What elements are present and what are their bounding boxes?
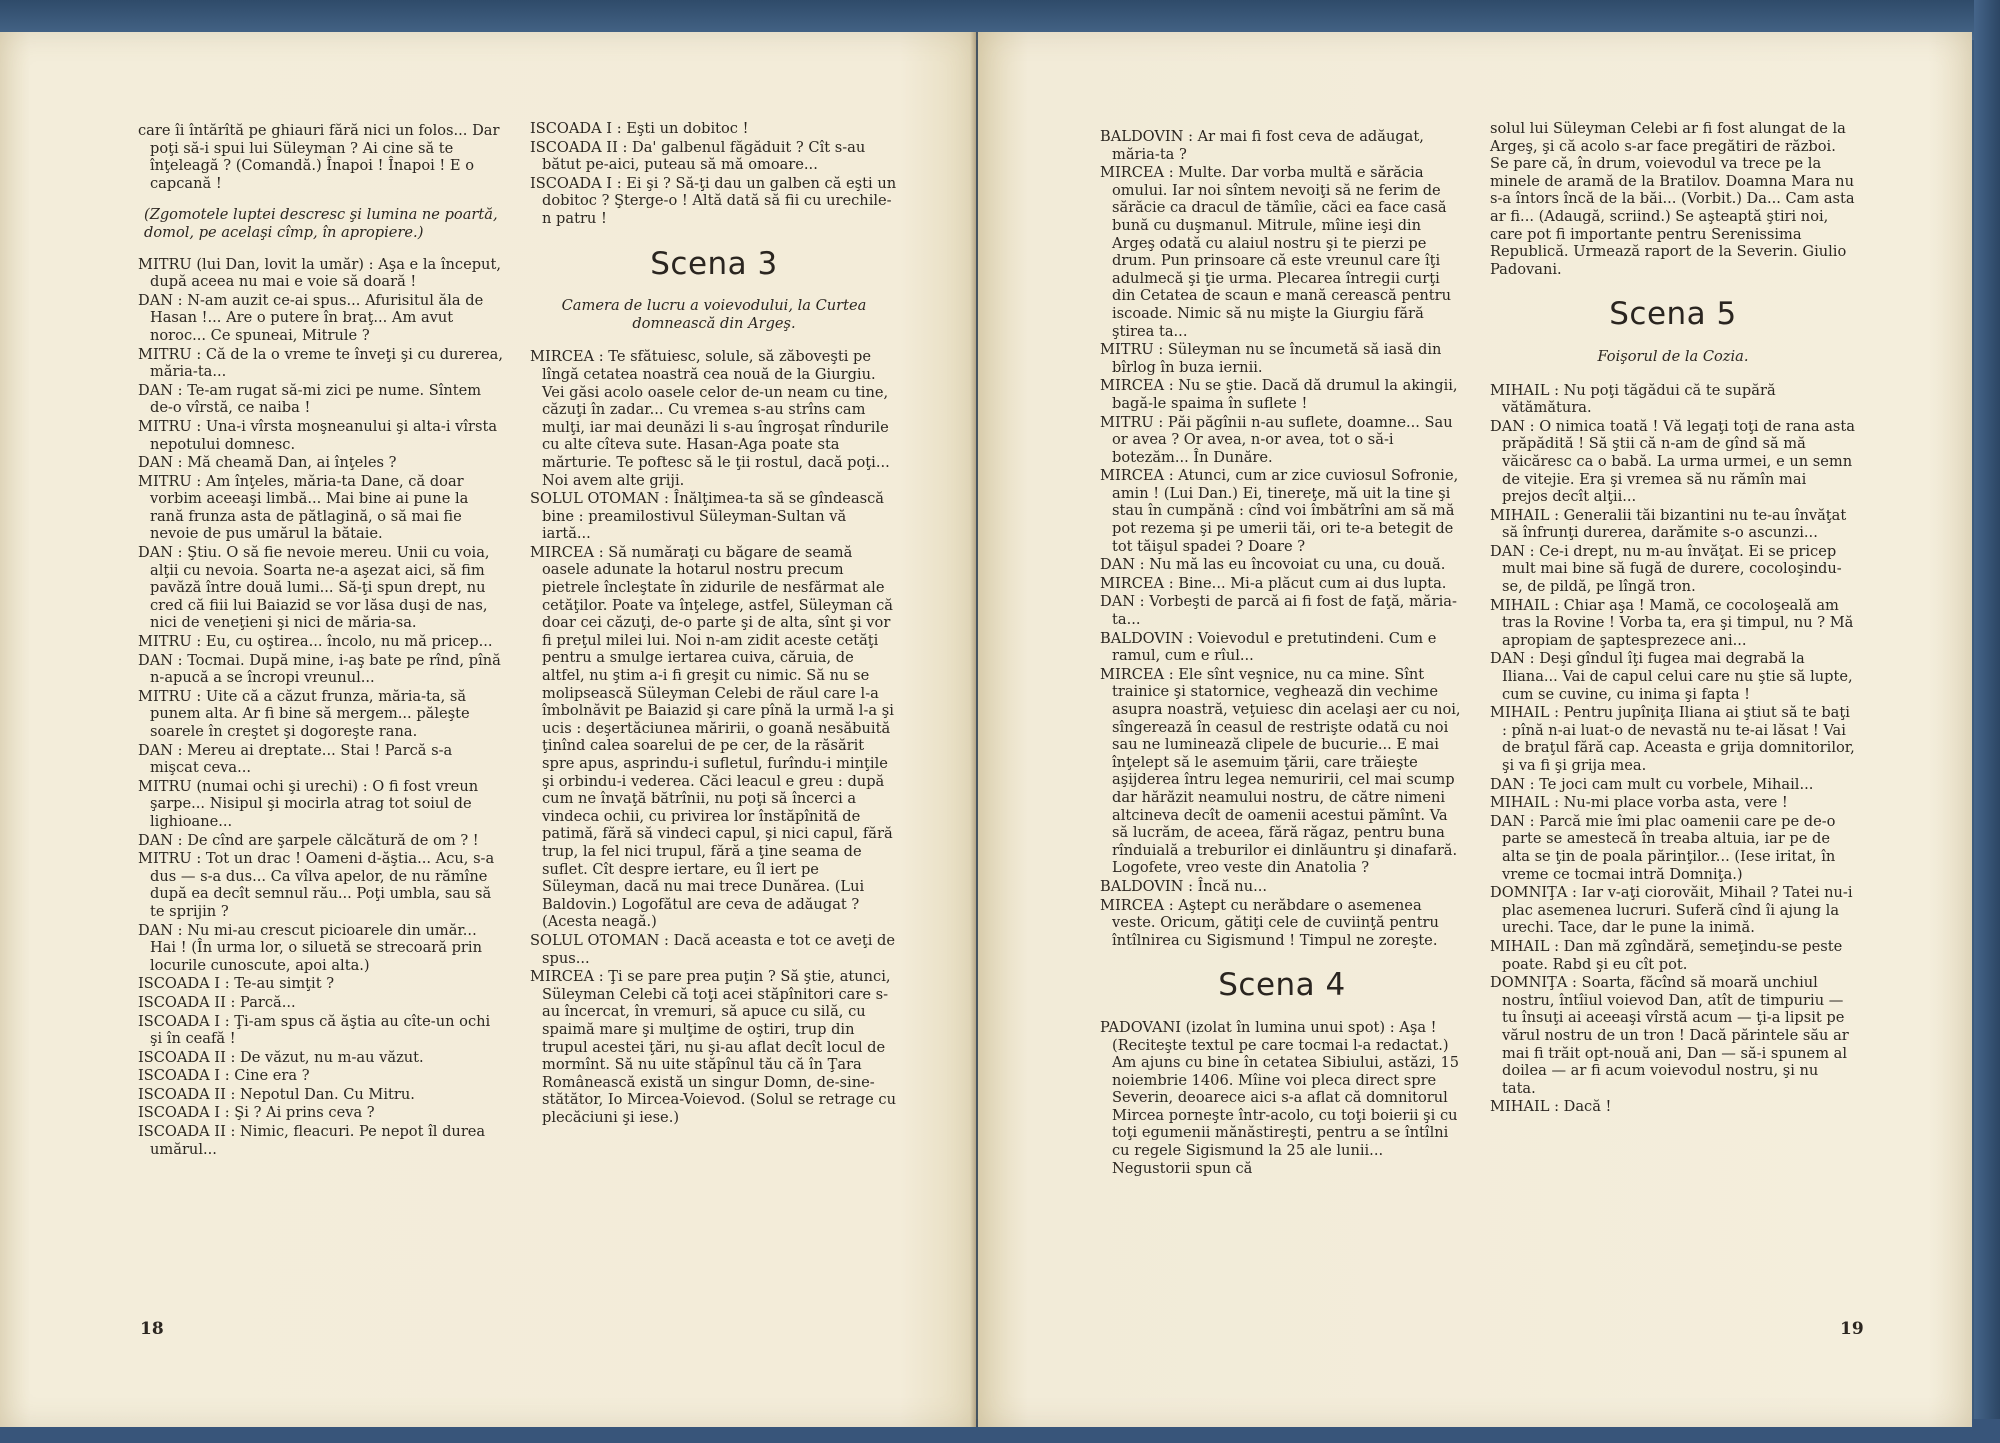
dialogue-line: MITRU : Că de la o vreme te înveţi şi cu durerea, măria-ta...	[138, 345, 504, 381]
scene-heading: Scena 4	[1218, 967, 1346, 1004]
dialogue-line: PADOVANI (izolat în lumina unui spot) : Aşa ! (Reciteşte textul pe care tocmai l-a redactat.) Am ajuns cu bine în cetatea Sibiului, astăzi, 15 noiembrie 1406. Mîine voi pleca direct spre Severin, deoarece aici s-a aflat că domnitorul Mircea porneşte într-acolo, cu toţi boierii şi cu toţi egumenii mănăstireşti, pentru a se întîlni cu regele Sigismund la 25 ale lunii... Negustorii spun că	[1100, 1018, 1460, 1177]
dialogue-line: ISCOADA I : Cine era ?	[138, 1067, 310, 1085]
dialogue-line: MIHAIL : Dacă !	[1490, 1098, 1612, 1116]
dialogue-line: MIRCEA : Bine... Mi-a plăcut cum ai dus lupta.	[1100, 574, 1447, 592]
dialogue-line: DAN : Mă cheamă Dan, ai înţeles ?	[138, 454, 397, 472]
dialogue-line: MIRCEA : Te sfătuiesc, solule, să zăboveşti pe lîngă cetatea noastră cea nouă de la Giurgiu. Vei găsi acolo oasele celor de-un neam cu tine, căzuţi în zadar... Cu vremea s-au strîns cam mulţi, iar mai deunăzi li s-au îngroşat rîndurile cu alte cîteva sute. Hasan-Aga poate sta mărturie. Te poftesc să le ţii rostul, dacă poţi... Noi avem alte griji.	[530, 348, 890, 489]
dialogue-line: MIHAIL : Nu-mi place vorba asta, vere !	[1490, 794, 1788, 812]
page-number: 19	[1840, 1319, 1864, 1339]
book-cover-edge	[1974, 0, 2000, 1443]
dialogue-line: ISCOADA I : Eşti un dobitoc !	[530, 120, 749, 137]
stage-direction: (Zgomotele luptei descresc şi lumina ne poartă, domol, pe acelaşi cîmp, în apropiere.)	[144, 206, 498, 241]
dialogue-line: DOMNIŢA : Iar v-aţi ciorovăit, Mihail ? Tatei nu-i plac asemenea lucruri. Suferă cînd îi ajung la urechi. Tace, dar le pune la inimă.	[1490, 884, 1853, 937]
dialogue-line: MITRU (numai ochi şi urechi) : O fi fost vreun şarpe... Nisipul şi mocirla atrag tot soiul de lighioane...	[138, 777, 479, 830]
scene-setting: Camera de lucru a voievodului, la Curtea domnească din Argeş.	[561, 297, 867, 332]
dialogue-line: MITRU : Tot un drac ! Oameni d-ăştia... Acu, s-a dus — s-a dus... Ca vîlva apelor, de nu rămîne după ea decît semnul rău... Poţi umbla, sau să te sprijin ?	[138, 850, 495, 920]
dialogue-line: MITRU : Păi păgînii n-au suflete, doamne... Sau or avea ? Or avea, n-or avea, tot o să-i botezăm... În Dunăre.	[1100, 413, 1453, 466]
dialogue-line: MITRU : Süleyman nu se încumetă să iasă din bîrlog în buza iernii.	[1100, 341, 1442, 376]
dialogue-line: DAN : Nu mi-au crescut picioarele din umăr... Hai ! (În urma lor, o siluetă se strecoară prin locurile cunoscute, apoi alta.)	[138, 921, 482, 974]
dialogue-line: DAN : Nu mă las eu încovoiat cu una, cu două.	[1100, 556, 1446, 574]
dialogue-line: DAN : De cînd are şarpele călcătură de om ? !	[138, 831, 479, 849]
dialogue-line: DAN : O nimica toată ! Vă legaţi toţi de rana asta prăpădită ! Să ştii că n-am de gînd să mă văicăresc ca o babă. La urma urmei, e un semn de vitejie. Era şi vremea să nu rămîn mai prejos decît alţii...	[1490, 417, 1855, 506]
dialogue-line: ISCOADA I : Şi ? Ai prins ceva ?	[138, 1104, 375, 1122]
dialogue-line: DAN : Mereu ai dreptate... Stai ! Parcă s-a mişcat ceva...	[138, 741, 453, 777]
dialogue-line: DAN : Te joci cam mult cu vorbele, Mihail...	[1490, 775, 1814, 793]
dialogue-line: MITRU (lui Dan, lovit la umăr) : Aşa e la început, după aceea nu mai e voie să doară !	[138, 255, 501, 291]
right-page-column-2	[1490, 120, 1856, 1117]
dialogue-line: MIRCEA : Multe. Dar vorba multă e sărăcia omului. Iar noi sîntem nevoiţi să ne ferim de sărăcie ca dracul de tămîie, căci ea face casă bună cu duşmanul. Mitrule, mîine ieşi din Argeş odată cu alaiul nostru şi te pierzi pe drum. Pun prinsoare că este vreunul care îţi adulmecă şi ţie urma. Plecarea întregii curţi din Cetatea de scaun e mană cerească pentru iscoade. Nimic să nu mişte la Giurgiu fără ştirea ta...	[1100, 164, 1451, 340]
dialogue-line: MITRU : Uite că a căzut frunza, măria-ta, să punem alta. Ar fi bine să mergem... păleşte soarele în creştet şi dogoreşte rana.	[138, 687, 470, 740]
dialogue-line: DAN : Vorbeşti de parcă ai fi fost de faţă, măria-ta...	[1100, 593, 1457, 629]
dialogue-line: ISCOADA I : Ţi-am spus că ăştia au cîte-un ochi şi în ceafă !	[138, 1012, 491, 1048]
dialogue-line: SOLUL OTOMAN : Dacă aceasta e tot ce aveţi de spus...	[530, 931, 896, 967]
dialogue-line: BALDOVIN : Voievodul e pretutindeni. Cum e ramul, cum e rîul...	[1100, 629, 1437, 665]
dialogue-line: ISCOADA I : Ei şi ? Să-ţi dau un galben că eşti un dobitoc ? Şterge-o ! Altă dată să fii cu urechile-n patru !	[530, 174, 897, 227]
dialogue-line: DAN : Tocmai. După mine, i-aş bate pe rînd, pînă n-apucă a se încropi vreunul...	[138, 651, 501, 687]
dialogue-line: MITRU : Una-i vîrsta moşneanului şi alta-i vîrsta nepotului domnesc.	[138, 417, 498, 453]
dialogue-line: MIRCEA : Ele sînt veşnice, nu ca mine. Sînt trainice şi statornice, veghează din vechime asupra noastră, veţuiesc din acelaşi aer cu noi, sîngerează în ceasul de restrişte odată cu noi sau ne luminează clipele de bucurie... E mai înţelept să le asemuim ţării, care trăieşte aşijderea întru legea nemuririi, cel mai scump dar hărăzit neamului nostru, de către nimeni altcineva decît de oamenii acestui pămînt. Va să lucrăm, de aceea, fără răgaz, pentru buna rînduială a treburilor ei dinlăuntru şi dinafară. Logofete, vreo veste din Anatolia ?	[1100, 665, 1461, 877]
dialogue-line: ISCOADA II : Da' galbenul făgăduit ? Cît s-au bătut pe-aici, puteau să mă omoare...	[530, 138, 866, 174]
dialogue-line: MIRCEA : Atunci, cum ar zice cuviosul Sofronie, amin ! (Lui Dan.) Ei, tinereţe, mă uit la tine şi stau în cumpănă : cînd voi îmbătrîni am să mă pot rezema şi pe umerii tăi, ori te-a betegit de tot tăişul spadei ? Doare ?	[1100, 467, 1459, 555]
dialogue-line: MITRU : Eu, cu oştirea... încolo, nu mă pricep...	[138, 633, 493, 651]
scene-heading: Scena 3	[650, 245, 778, 282]
paragraph: solul lui Süleyman Celebi ar fi fost alungat de la Argeş, şi că acolo s-ar face pregătiri de război. Se pare că, în drum, voievodul va trece pe la minele de aramă de la Bratilov. Doamna Mara nu s-a întors încă de la băi... (Vorbit.) Da... Cam asta ar fi... (Adaugă, scriind.) Se aşteaptă ştiri noi, care pot fi importante pentru Serenissima Republică. Urmează raport de la Severin. Giulio Padovani.	[1490, 120, 1855, 278]
dialogue-line: ISCOADA II : Nepotul Dan. Cu Mitru.	[138, 1085, 415, 1103]
page-number: 18	[140, 1319, 164, 1339]
dialogue-line: ISCOADA II : Nimic, fleacuri. Pe nepot îl durea umărul...	[138, 1123, 486, 1158]
dialogue-line: MIHAIL : Pentru jupîniţa Iliana ai ştiut să te baţi : pînă n-ai luat-o de nevastă nu te-ai lăsat ! Vai de braţul fără cap. Aceasta e grija domnitorilor, şi va fi şi grija mea.	[1490, 704, 1855, 774]
dialogue-line: MIRCEA : Ţi se pare prea puţin ? Să ştie, atunci, Süleyman Celebi că toţi acei stăpînitori care s-au încercat, în vremuri, să apuce cu silă, cu spaimă mare şi mulţime de oştiri, trup din trupul acestei ţări, nu şi-au aflat decît locul de mormînt. Să nu uite stăpînul tău că în Ţara Românească există un singur Domn, de-sine-stătător, Io Mircea-Voievod. (Solul se retrage cu plecăciuni şi iese.)	[530, 968, 896, 1126]
dialogue-line: MIHAIL : Nu poţi tăgădui că te supără vătămătura.	[1490, 381, 1776, 417]
dialogue-line: MIHAIL : Dan mă zgîndără, semeţindu-se peste poate. Rabd şi eu cît pot.	[1490, 937, 1843, 973]
dialogue-line: DAN : Deşi gîndul îţi fugea mai degrabă la Iliana... Vai de capul celui care nu ştie să lupte, cum se cuvine, cu inima şi fapta !	[1490, 650, 1853, 703]
dialogue-line: MIHAIL : Chiar aşa ! Mamă, ce cocoloşeală am tras la Rovine ! Vorba ta, era şi timpul, nu ? Mă apropiam de şaptesprezece ani...	[1490, 596, 1854, 649]
dialogue-line: ISCOADA II : Parcă...	[138, 993, 296, 1011]
right-page-column-1	[1100, 128, 1464, 1178]
scene-heading: Scena 5	[1609, 296, 1737, 333]
dialogue-line: ISCOADA II : De văzut, nu m-au văzut.	[138, 1048, 424, 1066]
dialogue-line: ISCOADA I : Te-au simţit ?	[138, 975, 335, 993]
dialogue-line: DAN : Ce-i drept, nu m-au învăţat. Ei se pricep mult mai bine să fugă de durere, cocoloşindu-se, de pildă, pe lîngă tron.	[1490, 542, 1842, 596]
dialogue-line: DAN : Parcă mie îmi plac oamenii care pe de-o parte se amestecă în treaba altuia, iar pe de alta se ţin de poala părinţilor... (Iese iritat, în vreme ce tocmai intră Domniţa.)	[1490, 812, 1836, 883]
dialogue-line: BALDOVIN : Ar mai fi fost ceva de adăugat, măria-ta ?	[1100, 128, 1424, 163]
left-page-column-2	[530, 120, 898, 1127]
dialogue-line: BALDOVIN : Încă nu...	[1100, 877, 1268, 895]
right-page	[978, 32, 1972, 1427]
dialogue-line: MIRCEA : Să număraţi cu băgare de seamă oasele adunate la hotarul nostru precum pietrele încleştate în zidurile de nesfărmat ale cetăţilor. Poate va înţelege, astfel, Süleyman că doar cei căzuţi, de-o parte şi de alta, sînt şi vor fi preţul milei lui. Noi n-am zidit aceste cetăţi pentru a smulge iertarea cuiva, căruia, de altfel, nu ştim a-i fi greşit cu nimic. Să nu se molipsească Süleyman Celebi de răul care l-a îmbolnăvit pe Baiazid şi care pînă la urmă l-a şi ucis : deşertăciunea măririi, o goană nesăbuită ţinînd calea soarelui de pe cer, de la răsărit spre apus, asprindu-i sufletul, furîndu-i minţile şi orbindu-i vederea. Căci leacul e greu : după cum ne învaţă bătrînii, nu poţi să încerci a vindeca ochii, cu privirea lor înstăpînită de patimă, fără să vindeci capul, şi nici capul, fără trup, la fel nici trupul, fără a ţine seama de suflet. Cît despre iertare, eu îl iert pe Süleyman, dacă nu mai trece Dunărea. (Lui Baldovin.) Logofătul are ceva de adăugat ? (Acesta neagă.)	[530, 543, 894, 931]
dialogue-line: DAN : Te-am rugat să-mi zici pe nume. Sîntem de-o vîrstă, ce naiba !	[138, 381, 482, 417]
dialogue-line: DAN : N-am auzit ce-ai spus... Afurisitul ăla de Hasan !... Are o putere în braţ... Am avut noroc... Ce spuneai, Mitrule ?	[138, 291, 484, 344]
left-page-column-1	[138, 122, 504, 1159]
dialogue-line: SOLUL OTOMAN : Înălţimea-ta să se gîndească bine : preamilostivul Süleyman-Sultan vă iartă...	[530, 490, 885, 543]
dialogue-line: MITRU : Am înţeles, măria-ta Dane, că doar vorbim aceeaşi limbă... Mai bine ai pune la rană frunza asta de pătlagină, o să mai fie nevoie de pus umărul la bătaie.	[138, 472, 469, 543]
dialogue-line: MIHAIL : Generalii tăi bizantini nu te-au învăţat să înfrunţi durerea, darămite s-o ascunzi...	[1490, 506, 1847, 542]
dialogue-line: MIRCEA : Aştept cu nerăbdare o asemenea veste. Oricum, gătiţi cele de cuviinţă pentru întîlnirea cu Sigismund ! Timpul ne zoreşte.	[1100, 896, 1439, 949]
dialogue-line: MIRCEA : Nu se ştie. Dacă dă drumul la akingii, bagă-le spaima în suflete !	[1100, 377, 1458, 412]
paragraph: care îi întărîtă pe ghiauri fără nici un folos... Dar poţi să-i spui lui Süleyman ? Ai cine să te înţeleagă ? (Comandă.) Înapoi ! Înapoi ! E o capcană !	[138, 122, 500, 192]
dialogue-line: DOMNIŢA : Soarta, făcînd să moară unchiul nostru, întîiul voievod Dan, atît de timpuriu — tu însuţi ai aceeaşi vîrstă acum — ţi-a lipsit pe vărul nostru de un tron ! Dacă părintele său ar mai fi trăit opt-nouă ani, Dan — să-i spunem al doilea — ar fi acum voievodul nostru, şi nu tata.	[1490, 974, 1849, 1097]
scene-setting: Foişorul de la Cozia.	[1597, 347, 1749, 365]
left-page	[0, 32, 976, 1427]
dialogue-line: DAN : Ştiu. O să fie nevoie mereu. Unii cu voia, alţii cu nevoia. Soarta ne-a aşezat aici, să fim pavăză între două lumi... Să-ţi spun drept, nu cred că fiii lui Baiazid se vor lăsa duşi de nas, nici de veneţieni şi nici de măria-sa.	[138, 544, 490, 632]
